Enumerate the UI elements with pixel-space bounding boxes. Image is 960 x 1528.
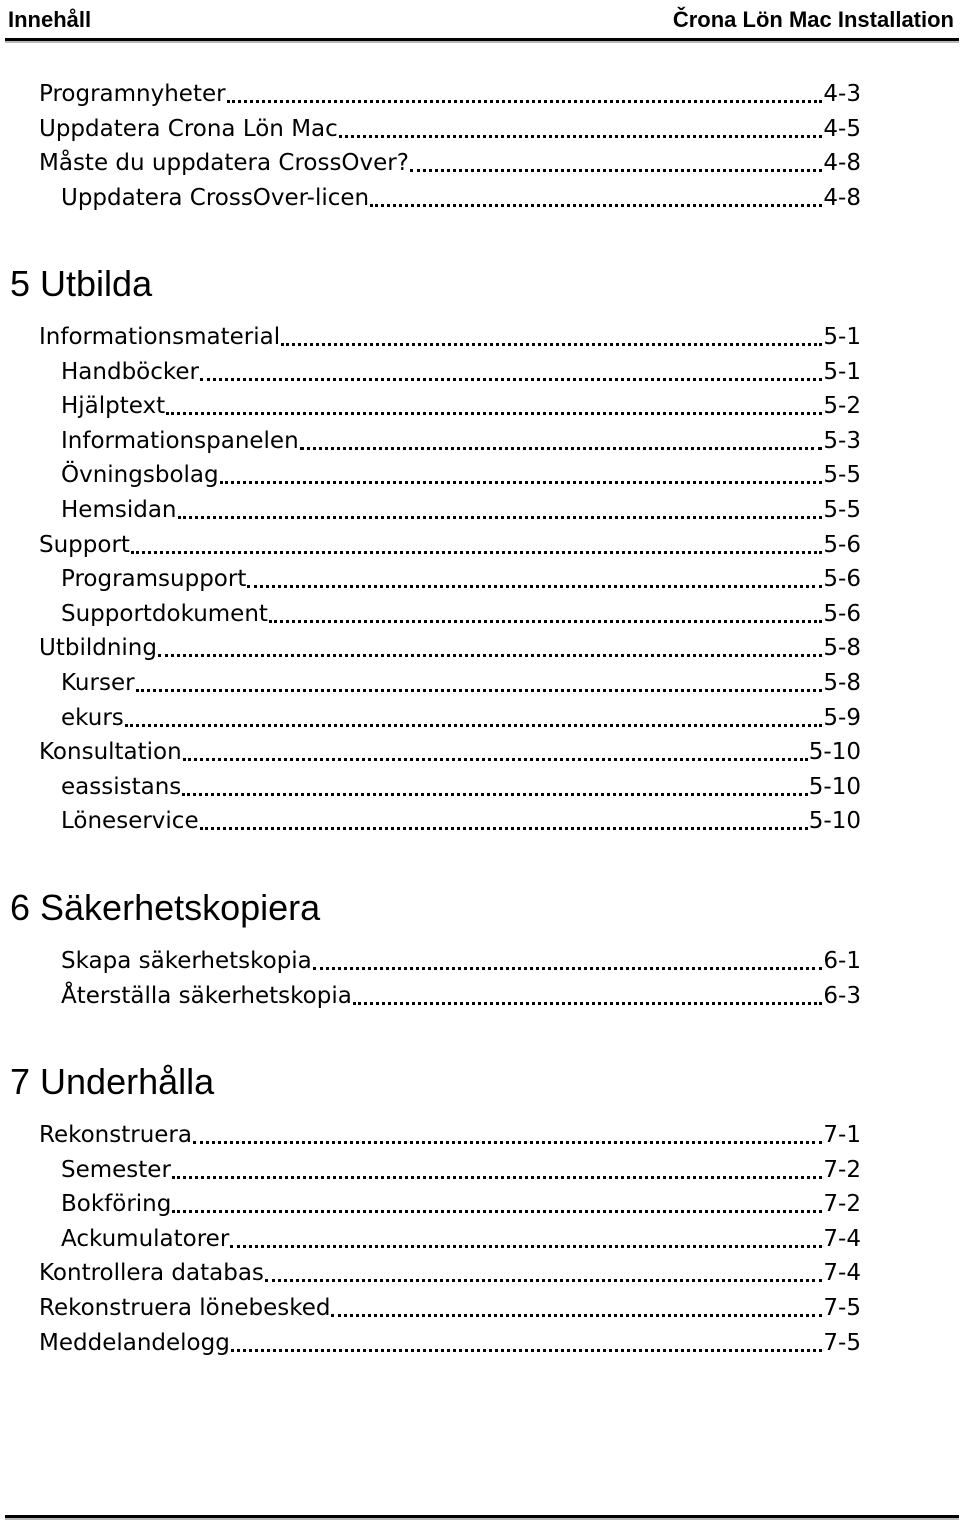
dot-leader (265, 1279, 823, 1282)
dot-leader (200, 827, 808, 830)
toc-entry-page-number: 5-10 (808, 739, 861, 766)
toc-entry-label: Övningsbolag (61, 462, 219, 489)
header-document-title: Črona Lön Mac Installation (672, 7, 954, 32)
page-header (8, 2, 954, 38)
toc-entry[interactable] (39, 1326, 861, 1360)
toc-entry-label: Hjälptext (61, 393, 166, 420)
toc-entry-label: Informationspanelen (61, 427, 299, 454)
toc-entry-label: Kontrollera databas (39, 1260, 264, 1287)
toc-entry-label: Bokföring (61, 1191, 172, 1218)
toc-entry-page-number: 6-3 (823, 982, 861, 1009)
toc-entry-label: Ackumulatorer (61, 1225, 230, 1252)
toc-entry[interactable] (39, 1118, 861, 1152)
dot-leader (172, 1176, 823, 1179)
dot-leader (300, 447, 823, 450)
dot-leader (370, 204, 822, 207)
toc-entry-page-number: 5-6 (823, 566, 861, 593)
chapter-heading: 5 Utbilda (10, 263, 153, 304)
toc-entry[interactable] (39, 112, 861, 146)
toc-entry-page-number: 6-1 (823, 948, 861, 974)
toc-entry[interactable] (39, 1291, 861, 1325)
toc-entry-page-number: 7-2 (823, 1191, 861, 1218)
toc-entry-label: Konsultation (39, 739, 182, 766)
toc-entry[interactable] (39, 320, 861, 354)
toc-entry[interactable] (39, 1256, 861, 1290)
toc-entry[interactable] (61, 770, 861, 804)
toc-entry[interactable] (61, 597, 861, 631)
toc-entry-label: Uppdatera CrossOver-licen (61, 184, 370, 211)
toc-entry[interactable] (39, 146, 861, 180)
toc-entry[interactable] (61, 424, 861, 458)
toc-entry-page-number: 4-8 (823, 150, 861, 177)
header-section-title: Innehåll (8, 7, 92, 32)
dot-leader (220, 481, 823, 484)
toc-entry-label: Hemsidan (61, 497, 177, 523)
dot-leader (281, 343, 822, 346)
toc-entry[interactable] (61, 493, 861, 527)
toc-entry-label: Meddelandelogg (39, 1329, 230, 1356)
toc-entry-label: Löneservice (61, 808, 199, 835)
toc-entry-page-number: 5-8 (823, 635, 861, 662)
dot-leader (158, 654, 822, 657)
toc-entry-page-number: 5-2 (823, 393, 861, 420)
toc-entry-label: Support (39, 531, 130, 558)
dot-leader (247, 585, 822, 588)
toc-entry[interactable] (61, 804, 861, 838)
toc-entry[interactable] (39, 77, 861, 111)
toc-entry[interactable] (61, 1187, 861, 1221)
toc-entry[interactable] (61, 944, 861, 978)
toc-entry-page-number: 7-5 (823, 1295, 861, 1321)
toc-entry[interactable] (39, 528, 861, 562)
toc-entry[interactable] (61, 979, 861, 1013)
toc-entry-page-number: 5-5 (823, 497, 861, 523)
toc-entry-label: Rekonstruera lönebesked (39, 1295, 331, 1321)
toc-entry[interactable] (61, 181, 861, 215)
toc-entry[interactable] (61, 1222, 861, 1256)
toc-entry-page-number: 5-5 (823, 462, 861, 489)
dot-leader (136, 689, 823, 692)
dot-leader (269, 620, 822, 623)
chapter-heading: 7 Underhålla (10, 1061, 215, 1102)
dot-leader (410, 169, 822, 172)
dot-leader (227, 100, 823, 103)
footer-rule-shadow (5, 1518, 959, 1520)
toc-entry-label: Skapa säkerhetskopia (61, 948, 312, 974)
toc-entry-page-number: 7-5 (823, 1329, 861, 1356)
toc-entry-page-number: 4-3 (823, 81, 861, 107)
toc-entry-page-number: 5-3 (823, 427, 861, 454)
dot-leader (339, 135, 823, 138)
toc-entry-page-number: 5-10 (808, 808, 861, 835)
toc-entry[interactable] (61, 1153, 861, 1187)
dot-leader (183, 758, 808, 761)
dot-leader (172, 1210, 822, 1213)
dot-leader (166, 412, 822, 415)
toc-entry-label: eassistans (61, 773, 182, 800)
toc-entry-page-number: 7-1 (823, 1122, 861, 1148)
dot-leader (182, 793, 808, 796)
toc-entry-page-number: 5-8 (823, 670, 861, 696)
toc-entry-page-number: 7-2 (823, 1156, 861, 1183)
toc-entry-label: Rekonstruera (39, 1122, 192, 1148)
toc-entry-label: Supportdokument (61, 600, 268, 627)
toc-entry-label: Semester (61, 1156, 171, 1183)
header-rule-shadow (5, 41, 959, 43)
toc-entry-page-number: 4-8 (823, 184, 861, 211)
toc-entry-page-number: 7-4 (823, 1260, 861, 1287)
dot-leader (200, 378, 822, 381)
toc-entry-label: Kurser (61, 670, 135, 696)
dot-leader (231, 1349, 823, 1352)
toc-entry-page-number: 5-6 (823, 531, 861, 558)
toc-entry-label: ekurs (61, 704, 124, 731)
toc-entry-label: Återställa säkerhetskopia (61, 982, 352, 1009)
toc-entry-label: Programnyheter (39, 81, 226, 107)
toc-entry-page-number: 5-10 (808, 773, 861, 800)
toc-entry-page-number: 5-9 (823, 704, 861, 731)
dot-leader (178, 516, 823, 519)
toc-entry-label: Informationsmaterial (39, 324, 281, 350)
dot-leader (230, 1245, 822, 1248)
toc-entry[interactable] (39, 631, 861, 665)
dot-leader (353, 1002, 823, 1005)
toc-entry[interactable] (61, 458, 861, 492)
toc-entry-label: Uppdatera Crona Lön Mac (39, 115, 338, 142)
toc-entry-label: Utbildning (39, 635, 157, 662)
toc-entry[interactable] (61, 666, 861, 700)
toc-entry-label: Programsupport (61, 566, 247, 593)
toc-entry-page-number: 5-1 (823, 324, 861, 350)
toc-entry-page-number: 5-6 (823, 600, 861, 627)
dot-leader (331, 1314, 822, 1317)
dot-leader (125, 724, 823, 727)
dot-leader (313, 967, 823, 970)
toc-entry-page-number: 5-1 (823, 358, 861, 385)
chapter-heading: 6 Säkerhetskopiera (10, 887, 321, 928)
toc-entry-label: Måste du uppdatera CrossOver? (39, 150, 409, 177)
toc-entry[interactable] (61, 562, 861, 596)
toc-entry[interactable] (39, 735, 861, 769)
toc-entry[interactable] (61, 355, 861, 389)
toc-entry-label: Handböcker (61, 358, 199, 385)
toc-entry[interactable] (61, 389, 861, 423)
toc-entry-page-number: 4-5 (823, 115, 861, 142)
dot-leader (131, 551, 823, 554)
toc-entry-page-number: 7-4 (823, 1225, 861, 1252)
dot-leader (193, 1141, 822, 1144)
toc-entry[interactable] (61, 701, 861, 735)
